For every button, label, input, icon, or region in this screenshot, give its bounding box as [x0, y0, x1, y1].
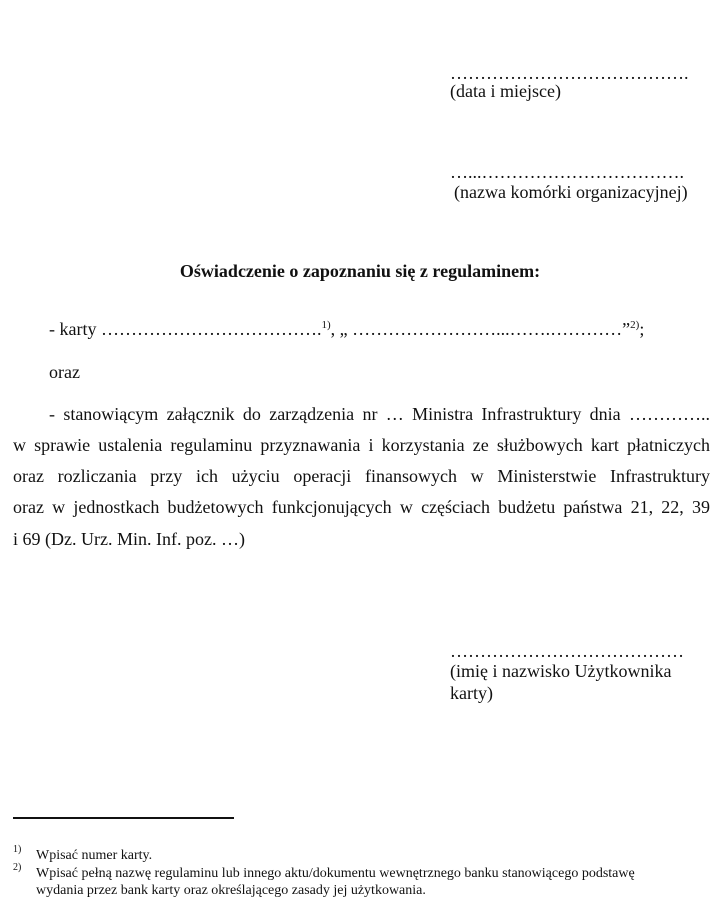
footnote-separator	[13, 817, 234, 819]
item-card-suffix: ;	[639, 319, 645, 339]
footnote-1-marker: 1)	[13, 844, 22, 855]
item-card-middle: , „ ……………………...…….…………”	[330, 319, 631, 339]
date-label: (data i miejsce)	[450, 81, 561, 101]
signature-label-line-1: (imię i nazwisko Użytkownika	[450, 661, 672, 681]
unit-dots: …...…………………………….	[450, 162, 684, 182]
document-title: Oświadczenie o zapoznaniu się z regulaminem:	[179, 261, 541, 281]
footnote-ref-1: 1)	[321, 319, 331, 331]
footnote-2-marker: 2)	[13, 862, 22, 873]
date-dots: ………………………………….	[450, 63, 689, 83]
unit-label: (nazwa komórki organizacyjnej)	[454, 182, 688, 202]
item-card-prefix: - karty ……………………………….	[49, 319, 322, 339]
paragraph-line-3: oraz rozliczania przy ich użyciu operacji finansowych w Ministerstwie Infrastruktury	[13, 466, 710, 486]
paragraph-line-5: i 69 (Dz. Urz. Min. Inf. poz. …)	[13, 529, 245, 549]
paragraph-line-2: w sprawie ustalenia regulaminu przyznawania i korzystania ze służbowych kart płatniczych	[13, 435, 710, 455]
footnote-1-text: Wpisać numer karty.	[36, 848, 153, 863]
paragraph-line-1: - stanowiącym załącznik do zarządzenia nr … Ministra Infrastruktury dnia …………..	[49, 404, 710, 424]
signature-dots: …………………………………	[450, 641, 684, 661]
paragraph-line-4: oraz w jednostkach budżetowych funkcjonujących w częściach budżetu państwa 21, 22, 39	[13, 497, 710, 517]
footnote-2-text-line-2: wydania przez bank karty oraz określającego zasady jej użytkowania.	[36, 883, 426, 898]
footnote-ref-2: 2)	[630, 319, 640, 331]
footnote-2-text-line-1: Wpisać pełną nazwę regulaminu lub innego aktu/dokumentu wewnętrznego banku stanowiącego podstawę	[36, 866, 635, 881]
conjunction-oraz: oraz	[49, 362, 80, 382]
signature-label-line-2: karty)	[450, 683, 493, 703]
item-card-line	[49, 318, 644, 340]
